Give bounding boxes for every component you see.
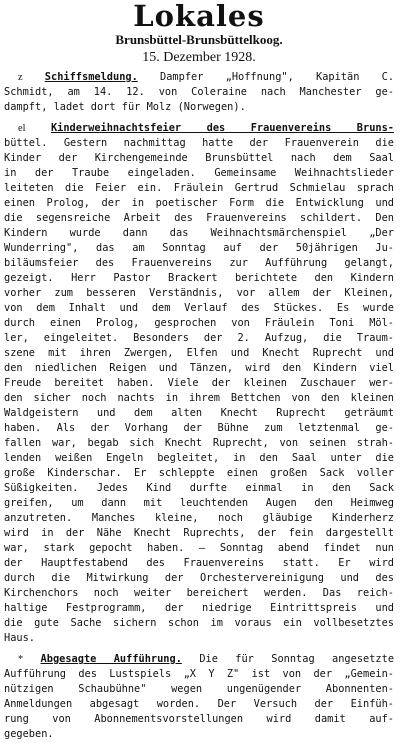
article-line: Anmeldungen abgesagt worden. Der Versuch der Einfüh-	[4, 698, 394, 710]
article-line: große Kinderschar. Er schleppte einen großen Sack voller	[4, 467, 394, 479]
article-line: Kinder der Kirchengemeinde Brunsbüttel nach dem Saal	[4, 152, 394, 164]
article-line: leiteten die Feier ein. Fräulein Gertrud Schmielau sprach	[4, 182, 394, 194]
article-line: Wunderring", das am Sonntag auf der 50jährigen Ju-	[4, 242, 394, 254]
article-headline-line	[4, 121, 394, 136]
article-line: den sicher noch nachts in ihrem Bettchen von den kleinen	[4, 392, 394, 404]
article-text: Die für Sonntag angesetzte	[199, 653, 394, 665]
article-line: den niedlichen Reigen und Tänzen, wird den Kindern viel	[4, 362, 394, 374]
correspondent-mark: el	[18, 123, 26, 134]
article-headline: Schiffsmeldung.	[44, 71, 138, 83]
article-line: Kirchenchors noch weiter bereichert werden. Das reich-	[4, 587, 394, 599]
article-line: lenden weißen Engeln begleitet, in den Saal unter die	[4, 452, 394, 464]
correspondent-mark: *	[18, 654, 24, 665]
article-line: rung von Abonnementsvorstellungen wird damit auf-	[4, 713, 394, 725]
article-line: vorher zum besseren Verständnis, vor allem der Kleinen,	[4, 287, 394, 299]
article-line: die gute Sache sichern schon im voraus ein vollbesetztes	[4, 617, 394, 629]
article-line: durch die Mitwirkung der Orchestervereinigung und des	[4, 572, 394, 584]
article-headline: Kinderweihnachtsfeier des Frauenvereins Bruns-	[50, 122, 394, 134]
article-line: wird in der Nähe Knecht Ruprechts, der fein dargestellt	[4, 527, 394, 539]
article-line: in der Traube eingeladen. Gemeinsame Weihnachtslieder	[4, 167, 394, 179]
article-line: von dem Inhalt und dem Verlauf des Stückes. Es wurde	[4, 302, 394, 314]
article	[4, 70, 394, 115]
article-line: dampft, ladet dort für Molz (Norwegen).	[4, 101, 246, 113]
article-text: Dampfer „Hoffnung", Kapitän C.	[160, 71, 394, 83]
article-line: anzutreten. Manches kleine, noch gläubige Kinderherz	[4, 512, 394, 524]
locality-subhead: Brunsbüttel-Brunsbüttelkoog.	[115, 32, 283, 47]
section-masthead: Lokales	[133, 0, 265, 33]
article-line: ler, eingeleitet. Besonders der 2. Aufzug, die Traum-	[4, 332, 394, 344]
article-list	[4, 70, 394, 742]
article-line: haben. Als der Vorhang der Bühne zum letztenmal ge-	[4, 422, 394, 434]
article-headline-line	[4, 652, 394, 667]
issue-date: 15. Dezember 1928.	[142, 50, 256, 65]
article-headline: Abgesagte Aufführung.	[40, 653, 182, 665]
article-line: greifen, um dann mit leuchtenden Augen den Heimweg	[4, 497, 394, 509]
article-line: Kindern wurde dann das Weihnachtsmärchenspiel „Der	[4, 227, 394, 239]
article-line: Waldgeistern und dem alten Knecht Ruprecht geträumt	[4, 407, 394, 419]
article-line: szene mit ihren Zwergen, Elfen und Knecht Ruprecht und	[4, 347, 394, 359]
article	[4, 121, 394, 646]
article-line: Aufführung des Lustspiels „X Y Z" ist von der „Gemein-	[4, 668, 394, 680]
article-line: der Hauptfestabend des Frauenvereins statt. Er wird	[4, 557, 394, 569]
article-line: gegeben.	[4, 728, 54, 740]
article-line: einen Prolog, der in poetischer Form die Entwicklung und	[4, 197, 394, 209]
article-headline-line	[4, 70, 394, 85]
article-line: nützigen Schaubühne" wegen ungenügender Abonnenten-	[4, 683, 394, 695]
article	[4, 652, 394, 742]
article-line: Haus.	[4, 632, 35, 644]
article-line: die segensreiche Arbeit des Frauenvereins schildert. Den	[4, 212, 394, 224]
article-line: durch einen Prolog, gesprochen von Fräulein Toni Möl-	[4, 317, 394, 329]
article-line: war, stark gepocht haben. — Sonntag abend findet nun	[4, 542, 394, 554]
article-line: Freude bereitet haben. Viele der kleinen Zuschauer wer-	[4, 377, 394, 389]
article-line: büttel. Gestern nachmittag hatte der Frauenverein die	[4, 137, 394, 149]
article-line: fallen war, begab sich Knecht Ruprecht, von seinen strah-	[4, 437, 394, 449]
article-line: haltige Festprogramm, der niedrige Eintrittspreis und	[4, 602, 394, 614]
article-line: gezeigt. Herr Pastor Brackert berichtete den Kindern	[4, 272, 394, 284]
article-line: biläumsfeier des Frauenvereins zur Aufführung gelangt,	[4, 257, 394, 269]
correspondent-mark: z	[18, 72, 23, 83]
article-line: Schmidt, am 14. 12. von Coleraine nach Manchester ge-	[4, 86, 394, 98]
article-line: Süßigkeiten. Jedes Kind durfte einmal in den Sack	[4, 482, 394, 494]
